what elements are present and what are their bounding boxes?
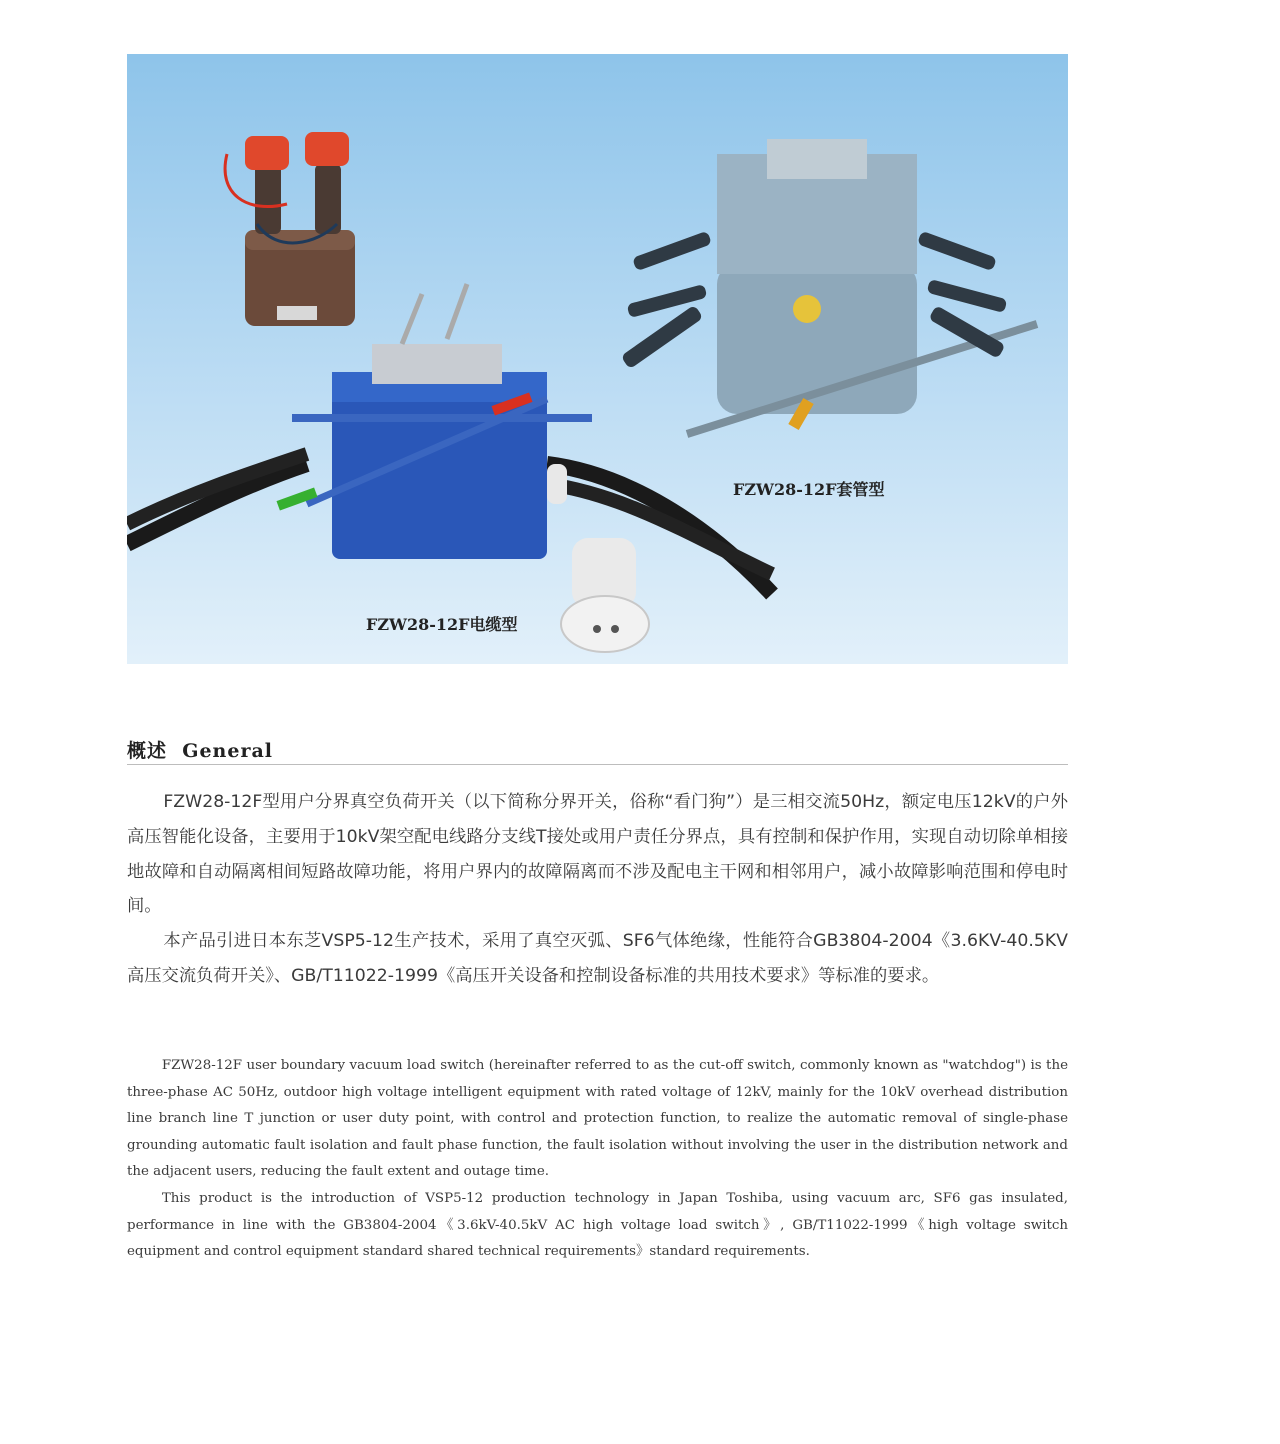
caption-cable-type: FZW28-12F电缆型 xyxy=(366,615,518,634)
product-illustration xyxy=(127,54,1068,664)
english-paragraph-1: FZW28-12F user boundary vacuum load switch (hereinafter referred to as the cut-off switch, commonly known as "watchdog") is the three-phase AC 50Hz, outdoor high voltage intelligent equipment with rated voltage of 12kV, mainly for the 10kV overhead distribution line branch line T junction or user duty point, with control and protection function, to realize the automatic removal of single-phase grounding automatic fault isolation and fault phase function, the fault isolation without involving the user in the distribution network and the adjacent users, reducing the fault extent and outage time. xyxy=(127,1058,1068,1180)
english-description xyxy=(127,1053,1068,1266)
chinese-description xyxy=(127,785,1068,994)
voltage-transformer-image xyxy=(225,132,355,326)
bushing-type-switch-image xyxy=(621,139,1037,434)
section-heading xyxy=(127,736,1068,765)
product-photo xyxy=(127,54,1068,664)
controller-image xyxy=(561,538,649,652)
chinese-paragraph-1: FZW28-12F型用户分界真空负荷开关（以下简称分界开关，俗称“看门狗”）是三相交流50Hz，额定电压12kV的户外高压智能化设备，主要用于10kV架空配电线路分支线T接处或用户责任分界点，具有控制和保护作用，实现自动切除单相接地故障和自动隔离相间短路故障功能，将用户界内的故障隔离而不涉及配电主干网和相邻用户，减小故障影响范围和停电时间。 xyxy=(127,792,1068,917)
english-paragraph-2: This product is the introduction of VSP5-12 production technology in Japan Toshiba, using vacuum arc, SF6 gas insulated, performance in line with the GB3804-2004《3.6kV-40.5kV AC high voltage load switch》, GB/T11022-1999《high voltage switch equipment and control equipment standard shared technical requirements》standard requirements. xyxy=(127,1190,1068,1260)
chinese-paragraph-2: 本产品引进日本东芝VSP5-12生产技术，采用了真空灭弧、SF6气体绝缘，性能符合GB3804-2004《3.6KV-40.5KV高压交流负荷开关》、GB/T11022-1999《高压开关设备和控制设备标准的共用技术要求》等标准的要求。 xyxy=(127,931,1068,986)
section-title: 概述 General xyxy=(127,740,273,762)
caption-bushing-type: FZW28-12F套管型 xyxy=(733,480,885,499)
